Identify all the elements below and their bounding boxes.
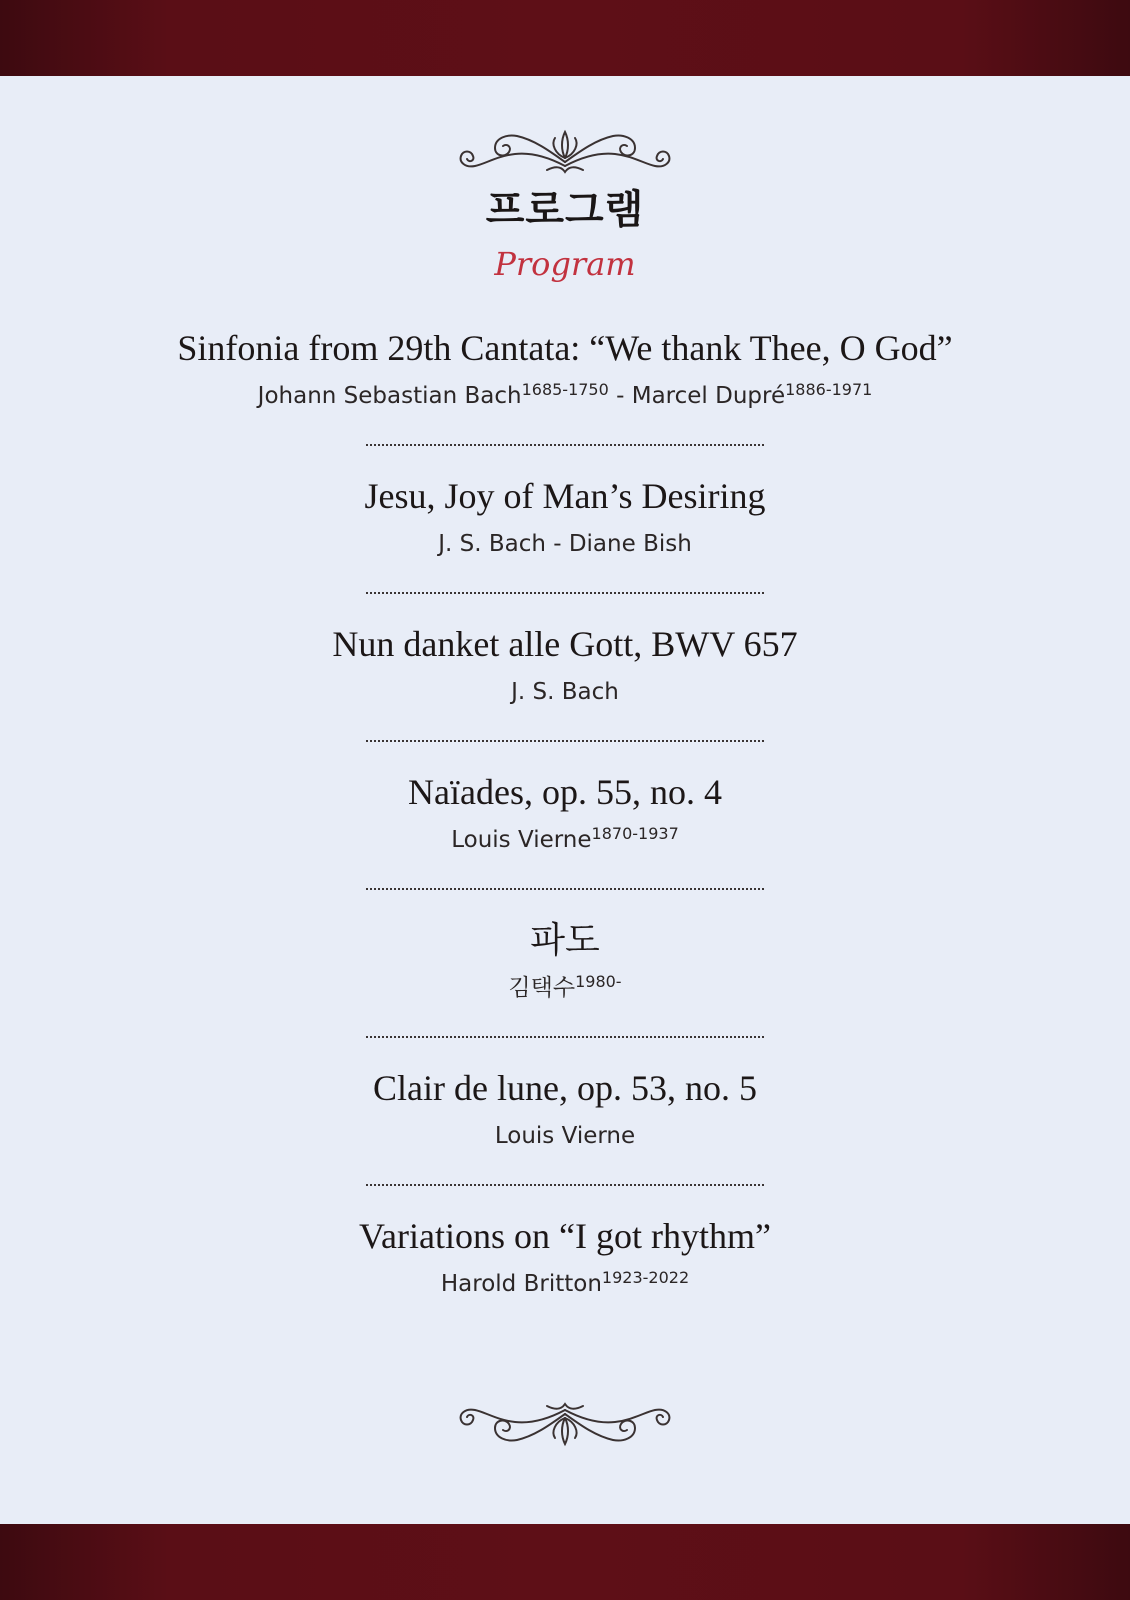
dotted-divider (366, 1036, 764, 1038)
piece-title: Variations on “I got rhythm” (359, 1216, 771, 1256)
composer-name: 김택수 (508, 975, 576, 1001)
piece-title: Clair de lune, op. 53, no. 5 (373, 1068, 757, 1108)
heading-english: Program (494, 245, 636, 283)
flourish-ornament-icon (455, 128, 675, 184)
composer-dates: 1870-1937 (591, 824, 679, 843)
arranger-dates: 1886-1971 (785, 380, 873, 399)
dotted-divider (366, 1184, 764, 1186)
dotted-divider (366, 592, 764, 594)
composer-name: Louis Vierne (451, 827, 592, 853)
piece-item (0, 918, 1130, 1002)
flourish-ornament-icon (455, 1392, 675, 1448)
composer-name: Johann Sebastian Bach (257, 383, 522, 409)
piece-item (0, 1214, 1130, 1298)
composer-separator: - (608, 383, 632, 409)
dotted-divider (366, 740, 764, 742)
piece-item (0, 326, 1130, 410)
program-page (0, 76, 1130, 1524)
piece-composer (0, 826, 1130, 854)
piece-composer (0, 382, 1130, 410)
piece-item (0, 770, 1130, 854)
composer-name: J. S. Bach (511, 679, 619, 705)
piece-title: Sinfonia from 29th Cantata: “We thank Thee, O God” (177, 328, 953, 368)
composer-dates: 1980- (575, 972, 622, 991)
composer-name: J. S. Bach - Diane Bish (438, 531, 692, 557)
piece-title: Jesu, Joy of Man’s Desiring (364, 476, 766, 516)
composer-name: Harold Britton (440, 1271, 602, 1297)
composer-dates: 1685-1750 (521, 380, 609, 399)
piece-title: Nun danket alle Gott, BWV 657 (332, 624, 798, 664)
arranger-name: Marcel Dupré (631, 383, 786, 409)
dotted-divider (366, 444, 764, 446)
piece-composer (0, 530, 1130, 558)
dotted-divider (366, 888, 764, 890)
piece-item (0, 474, 1130, 558)
piece-title: Naïades, op. 55, no. 4 (408, 772, 722, 812)
piece-item (0, 1066, 1130, 1150)
piece-item (0, 622, 1130, 706)
piece-title: 파도 (530, 920, 600, 960)
bottom-band (0, 1524, 1130, 1600)
top-band (0, 0, 1130, 76)
heading-korean: 프로그램 (485, 187, 645, 233)
composer-dates: 1923-2022 (601, 1268, 690, 1287)
composer-name: Louis Vierne (494, 1123, 636, 1149)
piece-composer (0, 1270, 1130, 1298)
piece-composer (0, 1122, 1130, 1150)
piece-composer (0, 974, 1130, 1002)
piece-composer (0, 678, 1130, 706)
